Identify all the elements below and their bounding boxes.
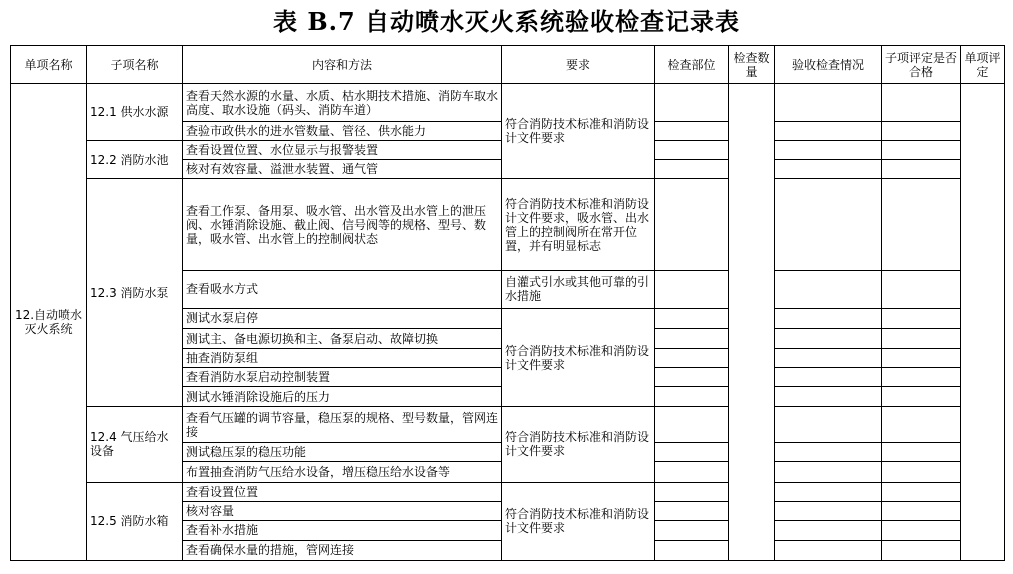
unit-eval-cell[interactable] <box>961 84 1005 561</box>
sub-item-cell: 12.2 消防水池 <box>87 141 183 179</box>
check-situation-cell[interactable] <box>775 141 882 160</box>
check-situation-cell[interactable] <box>775 407 882 443</box>
requirement-cell: 符合消防技术标准和消防设计文件要求 <box>502 308 655 406</box>
check-part-cell[interactable] <box>655 84 729 122</box>
sub-eval-cell[interactable] <box>882 520 961 540</box>
header-sub-name: 子项名称 <box>87 46 183 84</box>
check-part-cell[interactable] <box>655 501 729 520</box>
header-content: 内容和方法 <box>183 46 502 84</box>
header-unit-name: 单项名称 <box>11 46 87 84</box>
content-cell: 查看工作泵、备用泵、吸水管、出水管及出水管上的泄压阀、水锤消除设施、截止阀、信号阀等的规格、型号、数量，吸水管、出水管上的控制阀状态 <box>183 179 502 270</box>
check-part-cell[interactable] <box>655 520 729 540</box>
check-part-cell[interactable] <box>655 141 729 160</box>
sub-eval-cell[interactable] <box>882 329 961 349</box>
unit-name-cell: 12.自动喷水灭火系统 <box>11 84 87 561</box>
sub-item-cell: 12.5 消防水箱 <box>87 482 183 560</box>
requirement-cell: 符合消防技术标准和消防设计文件要求 <box>502 482 655 560</box>
requirement-cell: 符合消防技术标准和消防设计文件要求 <box>502 84 655 179</box>
check-part-cell[interactable] <box>655 329 729 349</box>
sub-eval-cell[interactable] <box>882 179 961 270</box>
header-unit-eval: 单项评定 <box>961 46 1005 84</box>
content-cell: 查看确保水量的措施，管网连接 <box>183 540 502 560</box>
table-row <box>11 84 1005 122</box>
requirement-cell: 符合消防技术标准和消防设计文件要求，吸水管、出水管上的控制阀所在常开位置，并有明显标志 <box>502 179 655 270</box>
sub-eval-cell[interactable] <box>882 141 961 160</box>
table-row <box>11 407 1005 443</box>
header-check-qty: 检查数量 <box>729 46 775 84</box>
content-cell: 布置抽查消防气压给水设备，增压稳压给水设备等 <box>183 462 502 482</box>
content-cell: 测试稳压泵的稳压功能 <box>183 443 502 462</box>
check-situation-cell[interactable] <box>775 84 882 122</box>
requirement-cell: 符合消防技术标准和消防设计文件要求 <box>502 407 655 482</box>
check-part-cell[interactable] <box>655 443 729 462</box>
header-check-part: 检查部位 <box>655 46 729 84</box>
check-situation-cell[interactable] <box>775 122 882 141</box>
content-cell: 查看气压罐的调节容量，稳压泵的规格、型号数量，管网连接 <box>183 407 502 443</box>
content-cell: 查验市政供水的进水管数量、管径、供水能力 <box>183 122 502 141</box>
check-part-cell[interactable] <box>655 122 729 141</box>
check-part-cell[interactable] <box>655 308 729 328</box>
check-situation-cell[interactable] <box>775 179 882 270</box>
check-part-cell[interactable] <box>655 368 729 387</box>
header-sub-eval: 子项评定是否合格 <box>882 46 961 84</box>
sub-eval-cell[interactable] <box>882 443 961 462</box>
table-row <box>11 179 1005 270</box>
content-cell: 测试主、备电源切换和主、备泵启动、故障切换 <box>183 329 502 349</box>
check-situation-cell[interactable] <box>775 270 882 308</box>
check-situation-cell[interactable] <box>775 501 882 520</box>
check-part-cell[interactable] <box>655 407 729 443</box>
content-cell: 查看补水措施 <box>183 520 502 540</box>
sub-eval-cell[interactable] <box>882 84 961 122</box>
header-row <box>11 46 1005 84</box>
sub-eval-cell[interactable] <box>882 368 961 387</box>
sub-eval-cell[interactable] <box>882 540 961 560</box>
check-part-cell[interactable] <box>655 462 729 482</box>
check-qty-cell[interactable] <box>729 84 775 561</box>
sub-eval-cell[interactable] <box>882 160 961 179</box>
sub-eval-cell[interactable] <box>882 501 961 520</box>
content-cell: 抽查消防泵组 <box>183 349 502 368</box>
sub-item-cell: 12.3 消防水泵 <box>87 179 183 407</box>
check-situation-cell[interactable] <box>775 368 882 387</box>
content-cell: 查看消防水泵启动控制装置 <box>183 368 502 387</box>
sub-eval-cell[interactable] <box>882 482 961 501</box>
content-cell: 查看吸水方式 <box>183 270 502 308</box>
requirement-cell: 自灌式引水或其他可靠的引水措施 <box>502 270 655 308</box>
content-cell: 测试水泵启停 <box>183 308 502 328</box>
table-row <box>11 482 1005 501</box>
check-situation-cell[interactable] <box>775 387 882 407</box>
content-cell: 测试水锤消除设施后的压力 <box>183 387 502 407</box>
check-part-cell[interactable] <box>655 387 729 407</box>
check-situation-cell[interactable] <box>775 308 882 328</box>
check-situation-cell[interactable] <box>775 443 882 462</box>
check-part-cell[interactable] <box>655 179 729 270</box>
sub-eval-cell[interactable] <box>882 308 961 328</box>
sub-eval-cell[interactable] <box>882 407 961 443</box>
check-situation-cell[interactable] <box>775 329 882 349</box>
sub-eval-cell[interactable] <box>882 349 961 368</box>
inspection-record-table <box>10 45 1005 561</box>
check-part-cell[interactable] <box>655 540 729 560</box>
check-situation-cell[interactable] <box>775 349 882 368</box>
check-situation-cell[interactable] <box>775 462 882 482</box>
check-part-cell[interactable] <box>655 482 729 501</box>
table-title: 表 B.7 自动喷水灭火系统验收检查记录表 <box>272 7 741 36</box>
sub-eval-cell[interactable] <box>882 387 961 407</box>
check-situation-cell[interactable] <box>775 520 882 540</box>
check-part-cell[interactable] <box>655 160 729 179</box>
header-check-situation: 验收检查情况 <box>775 46 882 84</box>
sub-eval-cell[interactable] <box>882 122 961 141</box>
sub-item-cell: 12.1 供水水源 <box>87 84 183 141</box>
check-part-cell[interactable] <box>655 349 729 368</box>
sub-eval-cell[interactable] <box>882 270 961 308</box>
sub-item-cell: 12.4 气压给水设备 <box>87 407 183 482</box>
content-cell: 查看天然水源的水量、水质、枯水期技术措施、消防车取水高度、取水设施（码头、消防车道） <box>183 84 502 122</box>
content-cell: 核对有效容量、溢泄水装置、通气管 <box>183 160 502 179</box>
check-situation-cell[interactable] <box>775 540 882 560</box>
header-requirement: 要求 <box>502 46 655 84</box>
content-cell: 查看设置位置、水位显示与报警装置 <box>183 141 502 160</box>
check-situation-cell[interactable] <box>775 160 882 179</box>
check-part-cell[interactable] <box>655 270 729 308</box>
content-cell: 查看设置位置 <box>183 482 502 501</box>
content-cell: 核对容量 <box>183 501 502 520</box>
check-situation-cell[interactable] <box>775 482 882 501</box>
sub-eval-cell[interactable] <box>882 462 961 482</box>
